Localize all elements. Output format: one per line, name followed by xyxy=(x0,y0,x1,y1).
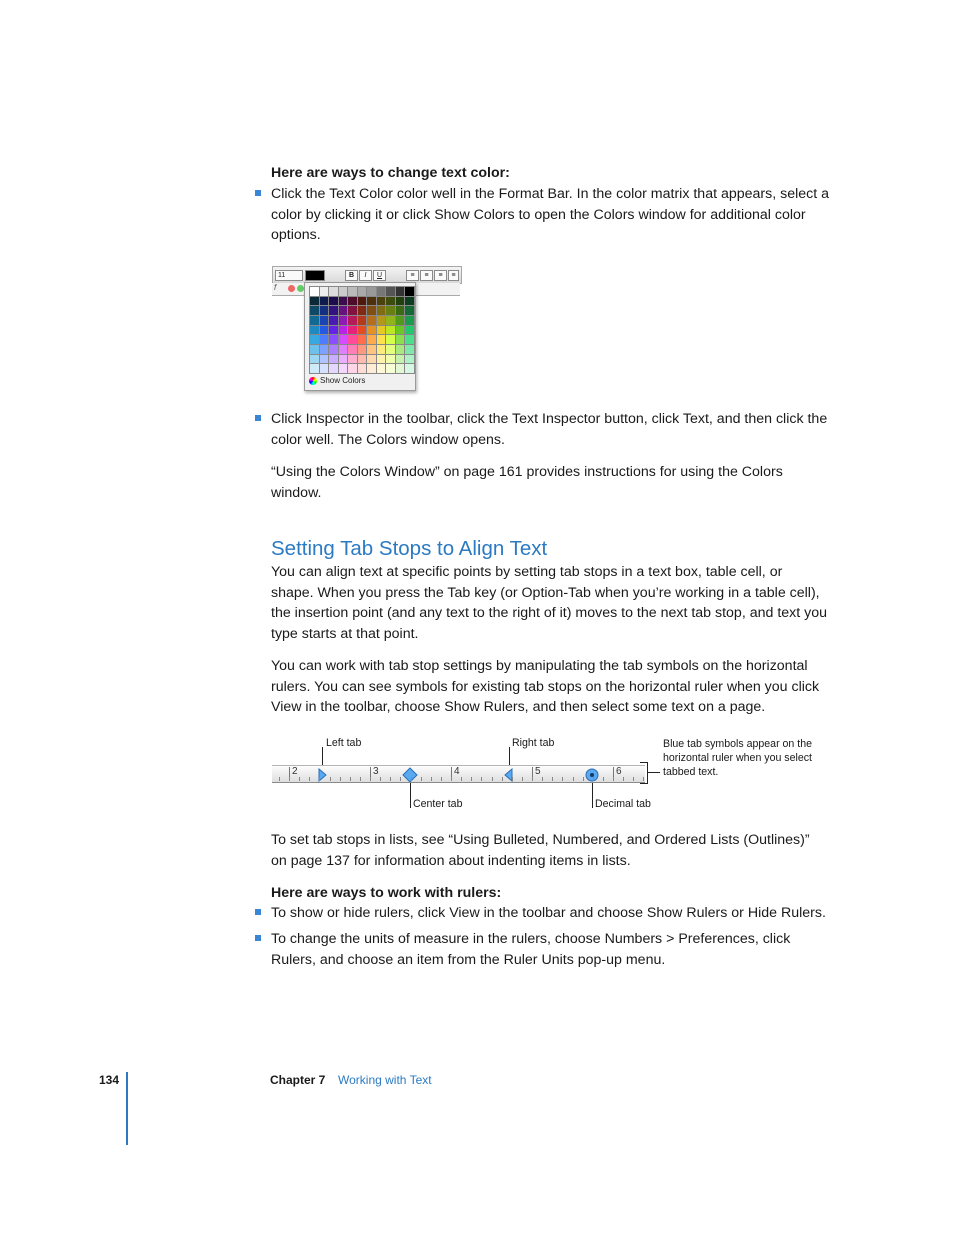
ruler-minor-tick xyxy=(309,777,310,781)
ruler-minor-tick xyxy=(279,777,280,781)
ruler-minor-tick xyxy=(532,777,533,781)
color-swatch[interactable] xyxy=(339,316,348,325)
color-swatch[interactable] xyxy=(329,287,338,296)
ruler-minor-tick xyxy=(573,777,574,781)
color-swatch[interactable] xyxy=(348,297,357,306)
color-swatch[interactable] xyxy=(377,306,386,315)
color-swatch[interactable] xyxy=(367,335,376,344)
lists-paragraph: To set tab stops in lists, see “Using Bulleted, Numbered, and Ordered Lists (Outlines)” on page 137 for information about indenting items in lists. xyxy=(271,832,810,869)
ruler-number: 4 xyxy=(454,766,460,777)
ruler-minor-tick xyxy=(562,777,563,781)
color-swatch[interactable] xyxy=(358,345,367,354)
ruler-minor-tick xyxy=(583,777,584,781)
ruler-minor-tick xyxy=(643,777,644,781)
color-matrix-popup xyxy=(304,282,416,391)
color-swatch[interactable] xyxy=(377,364,386,373)
color-swatch[interactable] xyxy=(367,297,376,306)
color-swatch[interactable] xyxy=(396,316,405,325)
ruler-minor-tick xyxy=(633,777,634,781)
color-swatch[interactable] xyxy=(348,335,357,344)
horizontal-ruler[interactable] xyxy=(272,765,645,783)
color-matrix[interactable] xyxy=(309,286,415,374)
color-swatch[interactable] xyxy=(329,355,338,364)
color-swatch[interactable] xyxy=(386,297,395,306)
center-tab-icon[interactable] xyxy=(403,768,417,782)
color-swatch[interactable] xyxy=(320,287,329,296)
color-swatch[interactable] xyxy=(348,306,357,315)
tab-rulers-paragraph: You can work with tab stop settings by manipulating the tab symbols on the horizontal rulers. You can see symbols for existing tab stops on the horizontal ruler when you click View in the toolbar, choose Show Rulers, and then select some text on a page. xyxy=(271,658,820,715)
color-swatch[interactable] xyxy=(348,364,357,373)
color-swatch[interactable] xyxy=(396,335,405,344)
color-swatch[interactable] xyxy=(386,355,395,364)
ruler-minor-tick xyxy=(451,777,452,781)
bullet-icon xyxy=(255,415,261,421)
ruler-minor-tick xyxy=(350,777,351,781)
color-wheel-icon xyxy=(309,377,317,385)
color-swatch[interactable] xyxy=(310,335,319,344)
color-swatch[interactable] xyxy=(329,306,338,315)
ruler-minor-tick xyxy=(431,777,432,781)
color-swatch[interactable] xyxy=(396,326,405,335)
ruler-minor-tick xyxy=(471,777,472,781)
justify-icon[interactable]: ≡ xyxy=(448,270,459,281)
color-swatch[interactable] xyxy=(339,287,348,296)
color-swatch[interactable] xyxy=(396,287,405,296)
color-swatch[interactable] xyxy=(329,364,338,373)
accept-icon[interactable] xyxy=(297,285,304,292)
color-swatch[interactable] xyxy=(339,306,348,315)
color-swatch[interactable] xyxy=(367,364,376,373)
color-swatch[interactable] xyxy=(405,306,414,315)
color-swatch[interactable] xyxy=(377,345,386,354)
color-swatch[interactable] xyxy=(310,364,319,373)
color-swatch[interactable] xyxy=(367,316,376,325)
side-note-leader xyxy=(648,772,660,773)
color-swatch[interactable] xyxy=(329,297,338,306)
ruler-minor-tick xyxy=(481,777,482,781)
ruler-minor-tick xyxy=(542,777,543,781)
center-tab-label: Center tab xyxy=(413,798,463,810)
color-swatch[interactable] xyxy=(386,287,395,296)
left-tab-label: Left tab xyxy=(326,737,362,749)
ruler-minor-tick xyxy=(360,777,361,781)
color-swatch[interactable] xyxy=(386,316,395,325)
page-number: 134 xyxy=(99,1073,120,1087)
ruler-minor-tick xyxy=(319,777,320,781)
side-bracket-top xyxy=(640,762,648,763)
color-swatch[interactable] xyxy=(396,297,405,306)
color-swatch[interactable] xyxy=(367,326,376,335)
color-swatch[interactable] xyxy=(348,345,357,354)
bold-button[interactable]: B xyxy=(345,270,358,281)
color-swatch[interactable] xyxy=(310,306,319,315)
list-item xyxy=(255,184,830,246)
color-swatch[interactable] xyxy=(405,326,414,335)
bullet-icon xyxy=(255,190,261,196)
ruler-minor-tick xyxy=(299,777,300,781)
color-swatch[interactable] xyxy=(329,316,338,325)
color-swatch[interactable] xyxy=(396,355,405,364)
cancel-icon[interactable] xyxy=(288,285,295,292)
tab-symbols xyxy=(272,766,645,782)
ruler-minor-tick xyxy=(593,777,594,781)
ruler-minor-tick xyxy=(613,777,614,781)
ruler-number: 6 xyxy=(616,766,622,777)
color-swatch[interactable] xyxy=(339,297,348,306)
color-swatch[interactable] xyxy=(377,316,386,325)
color-swatch[interactable] xyxy=(358,335,367,344)
align-center-icon[interactable]: ≡ xyxy=(420,270,433,281)
color-swatch[interactable] xyxy=(310,355,319,364)
color-swatch[interactable] xyxy=(348,326,357,335)
ruler-number: 3 xyxy=(373,766,379,777)
side-bracket xyxy=(647,762,648,784)
ruler-minor-tick xyxy=(552,777,553,781)
ruler-number: 5 xyxy=(535,766,541,777)
color-swatch[interactable] xyxy=(358,297,367,306)
color-swatch[interactable] xyxy=(358,355,367,364)
color-swatch[interactable] xyxy=(320,355,329,364)
color-swatch[interactable] xyxy=(320,306,329,315)
ruler-minor-tick xyxy=(502,777,503,781)
color-swatch[interactable] xyxy=(396,306,405,315)
color-swatch[interactable] xyxy=(339,364,348,373)
color-swatch[interactable] xyxy=(320,297,329,306)
ruler-minor-tick xyxy=(441,777,442,781)
color-swatch[interactable] xyxy=(358,364,367,373)
font-size-field[interactable]: 11 xyxy=(275,270,303,281)
list-item-text: To change the units of measure in the rulers, choose Numbers > Preferences, click Rulers, and choose an item from the Ruler Units pop-up menu. xyxy=(271,931,791,968)
color-swatch[interactable] xyxy=(339,345,348,354)
color-swatch[interactable] xyxy=(405,316,414,325)
text-color-heading: Here are ways to change text color: xyxy=(271,165,510,181)
color-swatch[interactable] xyxy=(329,326,338,335)
color-swatch[interactable] xyxy=(377,335,386,344)
ruler-minor-tick xyxy=(512,777,513,781)
section-heading: Setting Tab Stops to Align Text xyxy=(271,537,548,560)
ruler-minor-tick xyxy=(461,777,462,781)
color-swatch[interactable] xyxy=(310,345,319,354)
color-swatch[interactable] xyxy=(377,297,386,306)
color-swatch[interactable] xyxy=(396,364,405,373)
color-swatch[interactable] xyxy=(320,345,329,354)
color-swatch[interactable] xyxy=(358,316,367,325)
align-right-icon[interactable]: ≡ xyxy=(434,270,447,281)
ruler-minor-tick xyxy=(289,777,290,781)
list-item xyxy=(255,409,830,451)
color-swatch[interactable] xyxy=(386,326,395,335)
color-swatch[interactable] xyxy=(348,355,357,364)
chapter-label: Chapter 7 xyxy=(270,1073,326,1087)
color-swatch[interactable] xyxy=(339,335,348,344)
color-swatch[interactable] xyxy=(329,335,338,344)
ruler-minor-tick xyxy=(623,777,624,781)
list-item-text: Click the Text Color color well in the Format Bar. In the color matrix that appears, select a color by clicking it or click Show Colors to open the Colors window for additional color options. xyxy=(271,186,830,243)
color-swatch[interactable] xyxy=(358,306,367,315)
color-swatch[interactable] xyxy=(310,297,319,306)
color-swatch[interactable] xyxy=(377,326,386,335)
side-bracket-bottom xyxy=(640,783,648,784)
color-swatch[interactable] xyxy=(367,355,376,364)
list-item-text: To show or hide rulers, click View in the toolbar and choose Show Rulers or Hide Rulers. xyxy=(271,905,826,921)
footer-rule xyxy=(126,1072,128,1145)
right-tab-icon[interactable] xyxy=(505,769,512,781)
color-swatch[interactable] xyxy=(405,335,414,344)
ruler-side-note: Blue tab symbols appear on the horizontal ruler when you select tabbed text. xyxy=(663,738,812,778)
color-swatch[interactable] xyxy=(320,326,329,335)
formula-icon: f xyxy=(274,283,277,292)
color-swatch[interactable] xyxy=(405,364,414,373)
ruler-minor-tick xyxy=(330,777,331,781)
italic-button[interactable]: I xyxy=(359,270,372,281)
list-item xyxy=(255,929,830,971)
color-swatch[interactable] xyxy=(358,287,367,296)
align-left-icon[interactable]: ≡ xyxy=(406,270,419,281)
bullet-icon xyxy=(255,909,261,915)
color-swatch[interactable] xyxy=(339,355,348,364)
color-swatch[interactable] xyxy=(310,316,319,325)
colors-window-note: “Using the Colors Window” on page 161 provides instructions for using the Colors window. xyxy=(271,464,783,501)
color-swatch[interactable] xyxy=(405,345,414,354)
ruler-minor-tick xyxy=(400,777,401,781)
color-swatch[interactable] xyxy=(320,364,329,373)
color-swatch[interactable] xyxy=(320,316,329,325)
color-swatch[interactable] xyxy=(358,326,367,335)
ruler-minor-tick xyxy=(603,777,604,781)
list-item xyxy=(255,903,830,925)
ruler-minor-tick xyxy=(522,777,523,781)
color-swatch[interactable] xyxy=(405,297,414,306)
ruler-minor-tick xyxy=(340,777,341,781)
color-swatch[interactable] xyxy=(386,364,395,373)
ruler-minor-tick xyxy=(370,777,371,781)
color-swatch[interactable] xyxy=(367,287,376,296)
color-swatch[interactable] xyxy=(348,316,357,325)
chapter-title-link[interactable]: Working with Text xyxy=(338,1073,432,1087)
rulers-heading: Here are ways to work with rulers: xyxy=(271,885,502,901)
show-colors-button[interactable] xyxy=(309,376,365,385)
color-swatch[interactable] xyxy=(377,287,386,296)
color-swatch[interactable] xyxy=(367,345,376,354)
underline-button[interactable]: U xyxy=(373,270,386,281)
color-swatch[interactable] xyxy=(320,335,329,344)
ruler-minor-tick xyxy=(411,777,412,781)
color-swatch[interactable] xyxy=(386,306,395,315)
ruler-minor-tick xyxy=(390,777,391,781)
color-swatch[interactable] xyxy=(310,326,319,335)
color-swatch[interactable] xyxy=(386,335,395,344)
tab-intro-paragraph: You can align text at specific points by setting tab stops in a text box, table cell, or shape. When you press the Tab key (or Option-Tab when you’re working in a table cell), the insertion point (and any text to the right of it) moves to the next tab stop, and text you type starts at that point. xyxy=(271,564,828,642)
text-color-well[interactable] xyxy=(305,270,325,281)
color-swatch[interactable] xyxy=(348,287,357,296)
ruler-number: 2 xyxy=(292,766,298,777)
color-swatch[interactable] xyxy=(396,345,405,354)
ruler-minor-tick xyxy=(380,777,381,781)
show-colors-label: Show Colors xyxy=(320,376,366,385)
right-tab-label: Right tab xyxy=(512,737,555,749)
color-swatch[interactable] xyxy=(386,345,395,354)
bullet-icon xyxy=(255,935,261,941)
color-swatch[interactable] xyxy=(329,345,338,354)
left-tab-icon[interactable] xyxy=(319,769,326,781)
color-swatch[interactable] xyxy=(367,306,376,315)
color-swatch[interactable] xyxy=(339,326,348,335)
ruler-minor-tick xyxy=(492,777,493,781)
color-swatch[interactable] xyxy=(377,355,386,364)
decimal-tab-label: Decimal tab xyxy=(595,798,651,810)
color-swatch[interactable] xyxy=(405,287,414,296)
ruler-minor-tick xyxy=(421,777,422,781)
color-swatch[interactable] xyxy=(405,355,414,364)
list-item-text: Click Inspector in the toolbar, click the Text Inspector button, click Text, and then click the color well. The Colors window opens. xyxy=(271,411,828,448)
color-swatch[interactable] xyxy=(310,287,319,296)
